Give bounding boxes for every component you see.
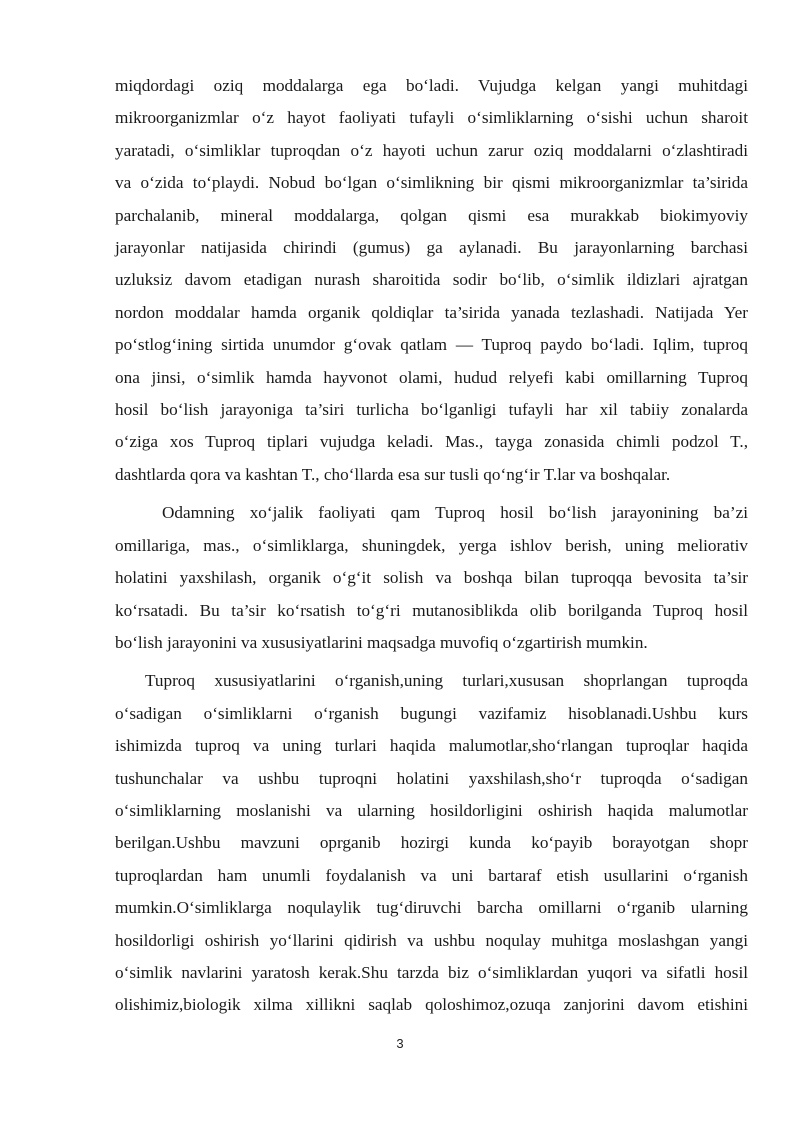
text-line: o‘simliklarning moslanishi va ularning hosildorligini oshirish haqida malumotlar: [115, 800, 748, 820]
text-line: po‘stlog‘ining sirtida unumdor g‘ovak qatlam — Tuproq paydo bo‘ladi. Iqlim, tuproq: [115, 335, 748, 355]
text-line: nordon moddalar hamda organik qoldiqlar ta’sirida yanada tezlashadi. Natijada Yer: [115, 302, 748, 322]
paragraph-3: [115, 665, 748, 1021]
text-line: olishimiz,biologik xilma xillikni saqlab qoloshimoz,ozuqa zanjorini davom etishini: [115, 995, 748, 1015]
text-line: ko‘rsatadi. Bu ta’sir ko‘rsatish to‘g‘ri mutanosiblikda olib borilganda Tuproq hosil: [115, 600, 748, 620]
page-number: 3: [396, 1036, 404, 1051]
text-line: o‘sadigan o‘simliklarni o‘rganish bugungi vazifamiz hisoblanadi.Ushbu kurs: [115, 703, 748, 723]
paragraph-1: [115, 70, 748, 491]
text-line: o‘simlik navlarini yaratosh kerak.Shu tarzda biz o‘simliklardan yuqori va sifatli hosil: [115, 962, 748, 982]
text-line: mumkin.O‘simliklarga noqulaylik tug‘diruvchi barcha omillarni o‘rganib ularning: [115, 898, 748, 918]
text-line: jarayonlar natijasida chirindi (gumus) ga aylanadi. Bu jarayonlarning barchasi: [115, 238, 748, 258]
text-line: va o‘zida to‘playdi. Nobud bo‘lgan o‘simlikning bir qismi mikroorganizmlar ta’sirida: [115, 173, 748, 193]
document-body: [115, 70, 748, 1022]
text-line: tuproqlardan ham unumli foydalanish va uni bartaraf etish usullarini o‘rganish: [115, 865, 748, 885]
text-line: ona jinsi, o‘simlik hamda hayvonot olami, hudud relyefi kabi omillarning Tuproq: [115, 367, 748, 387]
text-line: mikroorganizmlar o‘z hayot faoliyati tufayli o‘simliklarning o‘sishi uchun sharoit: [115, 108, 748, 128]
text-line: tushunchalar va ushbu tuproqni holatini yaxshilash,sho‘r tuproqda o‘sadigan: [115, 768, 748, 788]
text-line: Tuproq xususiyatlarini o‘rganish,uning turlari,xususan shoprlangan tuproqda: [145, 671, 748, 691]
paragraph-2: [115, 497, 748, 659]
text-line: Odamning xo‘jalik faoliyati qam Tuproq hosil bo‘lish jarayonining ba’zi: [162, 503, 748, 523]
text-line: bo‘lish jarayonini va xususiyatlarini maqsadga muvofiq o‘zgartirish mumkin.: [115, 632, 648, 652]
text-line: miqdordagi oziq moddalarga ega bo‘ladi. Vujudga kelgan yangi muhitdagi: [115, 76, 748, 95]
text-line: hosildorligi oshirish yo‘llarini qidirish va ushbu noqulay muhitga moslashgan yangi: [115, 930, 748, 950]
document-page: [115, 70, 748, 1022]
text-line: ishimizda tuproq va uning turlari haqida malumotlar,sho‘rlangan tuproqlar haqida: [115, 736, 748, 756]
text-line: berilgan.Ushbu mavzuni oprganib hozirgi kunda ko‘payib borayotgan shopr: [115, 833, 748, 853]
text-line: dashtlarda qora va kashtan T., cho‘llarda esa sur tusli qo‘ng‘ir T.lar va boshqalar.: [115, 464, 671, 484]
text-line: o‘ziga xos Tuproq tiplari vujudga keladi. Mas., tayga zonasida chimli podzol T.,: [115, 432, 748, 452]
text-line: parchalanib, mineral moddalarga, qolgan qismi esa murakkab biokimyoviy: [115, 205, 748, 225]
text-line: holatini yaxshilash, organik o‘g‘it solish va boshqa bilan tuproqqa bevosita ta’sir: [115, 568, 748, 588]
text-line: omillariga, mas., o‘simliklarga, shuningdek, yerga ishlov berish, uning meliorativ: [115, 535, 748, 555]
text-line: hosil bo‘lish jarayoniga ta’siri turlicha bo‘lganligi tufayli har xil tabiiy zonalarda: [115, 400, 748, 420]
text-line: uzluksiz davom etadigan nurash sharoitida sodir bo‘lib, o‘simlik ildizlari ajratgan: [115, 270, 748, 290]
text-line: yaratadi, o‘simliklar tuproqdan o‘z hayoti uchun zarur oziq moddalarni o‘zlashtiradi: [115, 140, 748, 160]
